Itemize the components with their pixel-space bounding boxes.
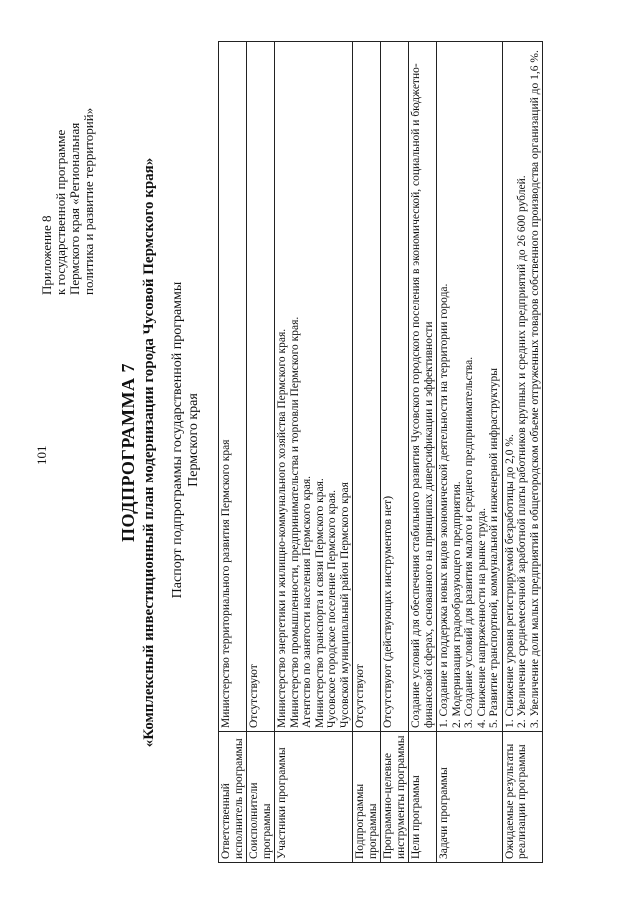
row-line: Министерство территориального развития Пермского края [220,439,232,728]
appendix-line: политика и развитие территорий» [81,107,96,295]
row-value [381,42,409,732]
row-label: Соисполнители программы [247,732,275,863]
row-value [502,42,543,732]
row-line: Агентство по занятости населения Пермского края. [301,475,313,728]
table-row [502,42,543,863]
row-line: 3. Увеличение доли малых предприятий в общегородском объеме отгруженных товаров собственного производства организаций до 1,6 %. [528,50,541,728]
page-number: 101 [34,445,49,465]
row-label: Ожидаемые результаты реализации программы [502,732,543,863]
table-row [275,42,353,863]
row-line: 1. Снижение уровня регистрируемой безработицы до 2,0 %. [503,434,516,728]
row-line: Чусовское городское поселение Пермского края. [326,489,338,728]
row-label: Подпрограммы программы [353,732,381,863]
row-line: 4. Снижение напряженности на рынке труда. [475,507,488,728]
table-row [353,42,381,863]
row-value [219,42,247,732]
appendix-line: к государственной программе [53,129,68,295]
passport-title: Паспорт подпрограммы государственной программы Пермского края [170,281,201,599]
row-line: Министерство транспорта и связи Пермского края. [313,478,326,728]
row-label: Программно-целевые инструменты программы [381,732,409,863]
table-row [219,42,247,863]
table-row [409,42,437,863]
row-line: Создание условий для обеспечения стабильного развития Чусовского городского поселения в экономической, социальной и бюджетно-финансовой сферах, основанного на принципах диверсификации и эффективности [410,63,435,728]
row-line: Отсутствуют [354,664,366,728]
row-label: Участники программы [275,732,353,863]
row-label: Задачи программы [437,732,503,863]
row-line: Министерство промышленности, предпринимательства и торговли Пермского края. [288,316,301,728]
row-line: 3. Создание условий для развития малого и среднего предпринимательства. [463,356,475,728]
row-label: Цели программы [409,732,437,863]
passport-table [218,41,543,863]
row-line: Отсутствуют [248,664,260,728]
row-line: Чусовской муниципальный район Пермского края [338,482,351,728]
row-value [409,42,437,732]
table-row [247,42,275,863]
row-line: 2. Увеличение среднемесячной заработной платы работников крупных и средних предприятий до 26 600 рублей. [516,175,528,728]
row-value [275,42,353,732]
subprogram-name: «Комплексный инвестиционный план модернизации города Чусовой Пермского края» [141,157,157,748]
appendix-note [40,35,96,295]
row-value [247,42,275,732]
row-label: Ответственный исполнитель программы [219,732,247,863]
row-line: 2. Модернизация градообразующего предприятия. [450,481,463,728]
row-line: 1. Создание и поддержка новых видов экономической деятельности на территории города. [438,283,450,728]
row-line: 5. Развитие транспортной, коммунальной и инженерной инфраструктуры [488,368,500,728]
row-value [437,42,503,732]
table-row [381,42,409,863]
row-line: Министерство энергетики и жилищно-коммунального хозяйства Пермского края. [276,328,288,728]
row-line: Отсутствуют (действующих инструментов нет) [382,495,394,728]
subprogram-title: ПОДПРОГРАММА 7 [118,363,138,543]
appendix-line: Приложение 8 [39,215,54,295]
row-value [353,42,381,732]
appendix-line: Пермского края «Региональная [67,122,82,295]
table-row [437,42,503,863]
